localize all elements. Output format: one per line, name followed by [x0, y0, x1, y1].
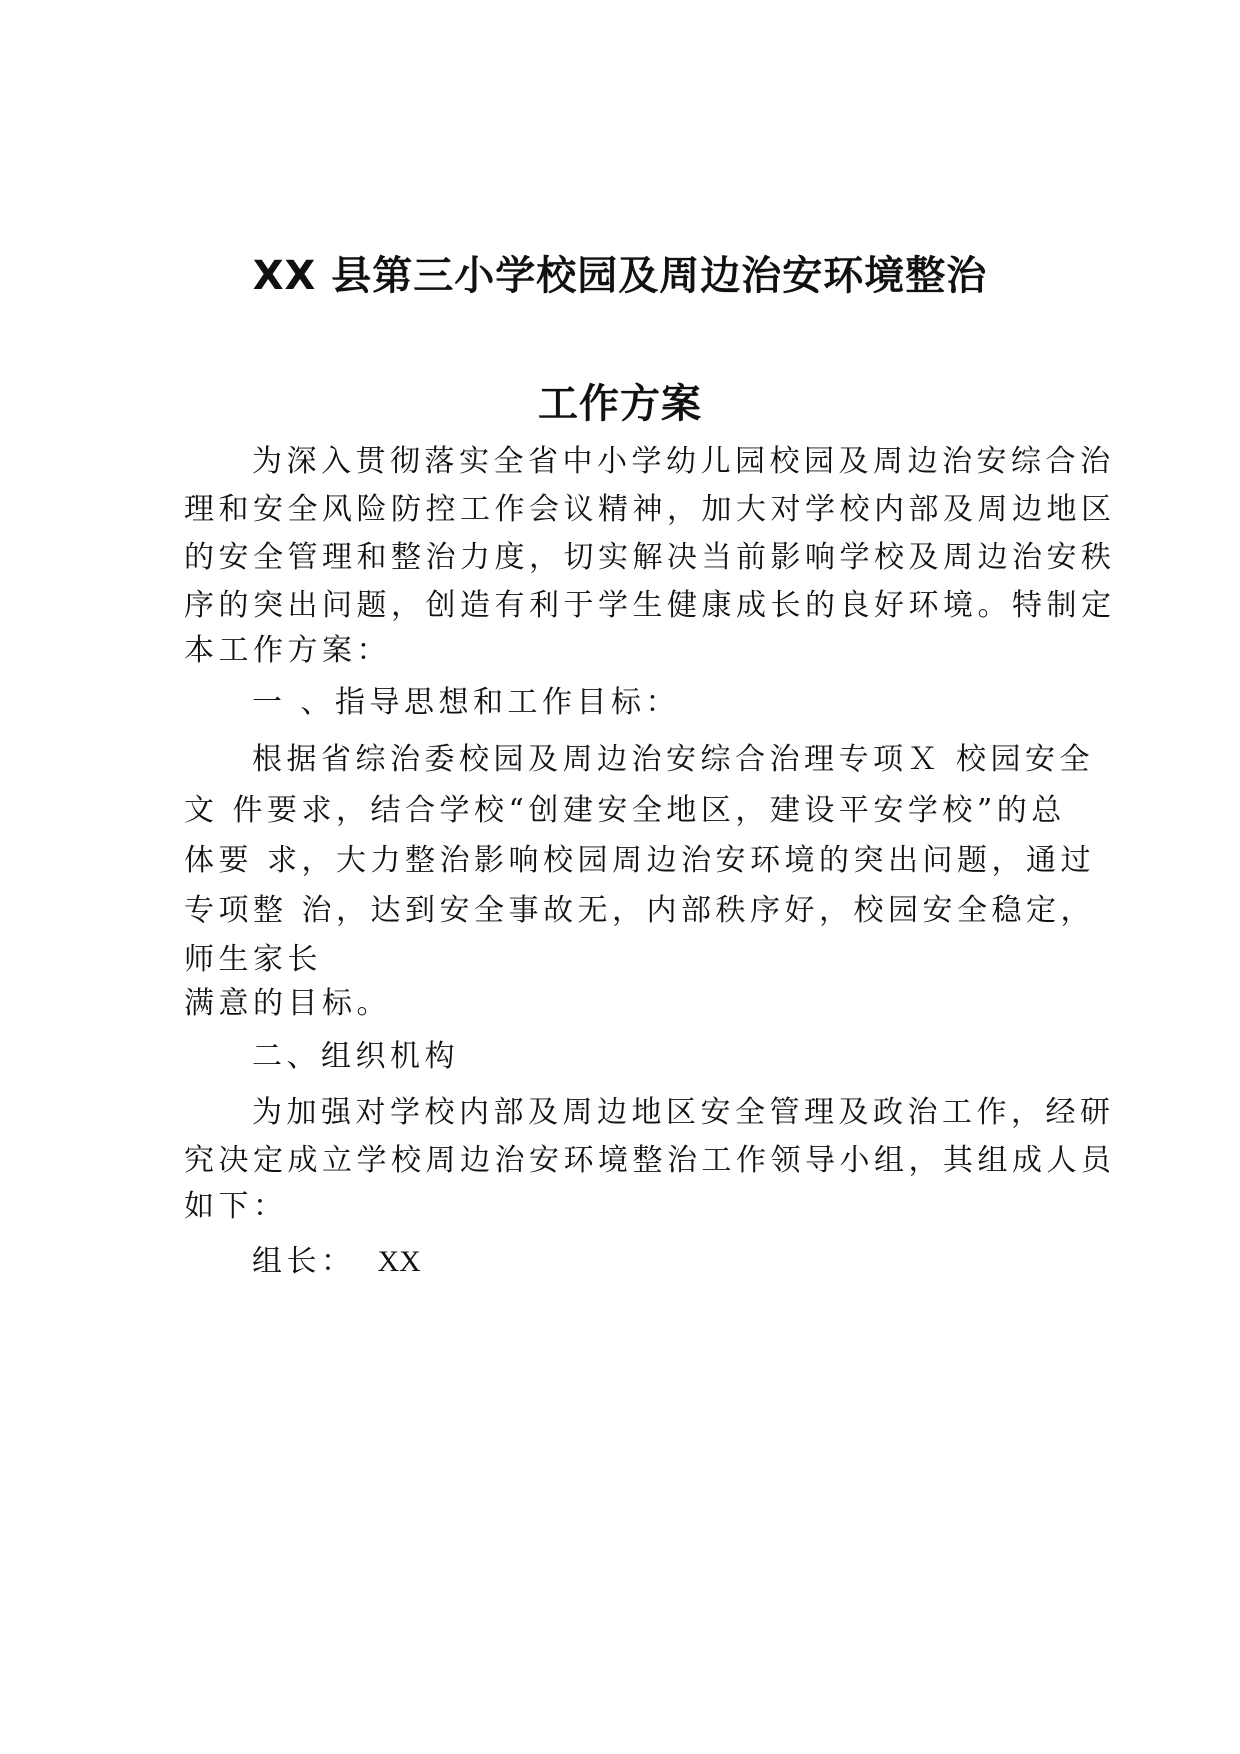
intro-line-5: 本工作方案： — [184, 633, 391, 668]
intro-line-3: 的安全管理和整治力度，切实解决当前影响学校及周边治安秩 — [184, 540, 1116, 575]
section-2-line-2: 究决定成立学校周边治安环境整治工作领导小组，其组成人员 — [184, 1143, 1116, 1178]
section-1-line-3: 体要 求，大力整治影响校园周边治安环境的突出问题，通过 — [184, 843, 1096, 878]
leader-row — [252, 1244, 421, 1279]
intro-line-4: 序的突出问题，创造有利于学生健康成长的良好环境。特制定 — [184, 588, 1116, 623]
section-1-line-6: 满意的目标。 — [184, 986, 391, 1021]
section-1-heading: 一 、指导思想和工作目标： — [252, 685, 681, 720]
leader-label: 组长： — [252, 1244, 356, 1279]
document-title-line-2: 工作方案 — [538, 381, 702, 427]
section-1-line-2: 文 件要求，结合学校“创建安全地区，建设平安学校”的总 — [184, 793, 1066, 828]
section-2-line-1: 为加强对学校内部及周边地区安全管理及政治工作，经研 — [252, 1095, 1115, 1130]
leader-name: XX — [377, 1245, 421, 1278]
section-1-line-5: 师生家长 — [184, 942, 322, 977]
intro-line-1: 为深入贯彻落实全省中小学幼儿园校园及周边治安综合治 — [252, 444, 1115, 479]
section-1-line-4: 专项整 治，达到安全事故无，内部秩序好，校园安全稳定， — [184, 893, 1096, 928]
intro-line-2: 理和安全风险防控工作会议精神，加大对学校内部及周边地区 — [184, 492, 1116, 527]
section-1-line-1: 根据省综治委校园及周边治安综合治理专项Ｘ 校园安全 — [252, 742, 1095, 777]
section-2-heading: 二、组织机构 — [252, 1039, 459, 1074]
document-title-line-1: XX 县第三小学校园及周边治安环境整治 — [252, 253, 988, 299]
section-2-line-3: 如下： — [184, 1189, 288, 1224]
